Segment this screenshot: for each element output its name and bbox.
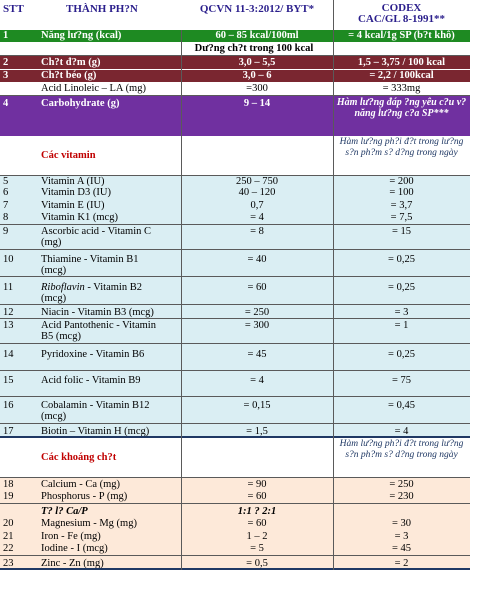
row-qcvn: 0,7 [250,200,264,211]
table-row [0,212,470,225]
row-name [38,319,181,343]
row-name-line1: Ascorbic acid - Vitamin C [41,226,151,237]
row-stt: 23 [3,558,14,568]
header-stt: STT [3,3,24,15]
row-codex: = 0,25 [388,349,415,360]
vitamins-section-title: Các vitamin [41,150,96,161]
row-qcvn: 40 – 120 [238,187,276,198]
row-name [38,277,181,304]
row-name: Acid Linoleic – LA (mg) [41,83,146,94]
row-name: Iron - Fe (mg) [41,531,101,542]
table-row [0,199,470,212]
row-qcvn: = 250 [244,307,270,318]
table-row [0,176,470,187]
row-stt: 19 [3,491,14,502]
row-codex: = 0,25 [388,254,415,265]
row-stt: 13 [3,320,14,331]
row-name: Ch?t béo (g) [41,70,97,81]
row-codex: = 30 [391,518,412,529]
vitamins-section-row [0,136,470,176]
row-stt: 14 [3,349,14,360]
row-name: Vitamin K1 (mcg) [41,212,118,223]
row-name: Pyridoxine - Vitamin B6 [41,349,145,360]
row-name: Zinc - Zn (mg) [41,558,104,568]
row-qcvn: = 45 [247,349,267,360]
row-codex: = 333mg [382,83,421,94]
header-name: THÀNH PH?N [66,3,138,15]
row-name: Vitamin D3 (IU) [41,187,111,198]
row-name-line2: (mg) [41,237,62,248]
table-row [0,504,470,518]
table-row [0,56,470,69]
row-name: Vitamin A (IU) [41,176,105,187]
row-qcvn: 3,0 – 5,5 [238,57,276,68]
header-codex-line2: CAC/GL 8-1991** [357,13,446,25]
row-stt: 1 [3,30,9,41]
row-name: Carbohydrate (g) [41,98,120,109]
row-codex: = 200 [389,176,414,187]
table-row [0,96,470,136]
row-qcvn: = 4 [250,212,264,223]
table-row [0,69,470,82]
table-row [0,30,470,42]
row-name [38,397,181,423]
row-qcvn: 250 – 750 [236,176,278,187]
row-codex [333,504,470,518]
row-qcvn: =300 [246,83,268,94]
row-stt: 15 [3,375,14,386]
row-qcvn: 3,0 – 6 [242,70,272,81]
subheader-row [0,42,470,56]
column-divider [181,30,182,570]
row-stt [0,504,38,518]
row-stt: 5 [3,176,9,187]
table-row [0,371,470,397]
table-row [0,344,470,371]
row-qcvn: = 60 [247,282,267,293]
row-name: Biotin – Vitamin H (mcg) [41,426,150,436]
table-row [0,530,470,543]
row-qcvn: = 40 [247,254,267,265]
row-stt: 17 [3,426,14,436]
row-name: Niacin - Vitamin B3 (mcg) [41,307,154,318]
row-codex: = 45 [391,543,412,554]
table-row [0,478,470,491]
row-codex: = 4 [394,426,409,436]
row-qcvn: = 5 [250,543,264,554]
row-codex: = 2 [394,558,409,568]
row-qcvn: = 0,15 [243,400,271,411]
table-row [0,319,470,344]
row-stt: 12 [3,307,14,318]
table-row [0,250,470,277]
row-name-line2: (mcg) [41,293,67,304]
row-stt: 22 [3,543,14,554]
row-codex: = 250 [389,479,414,490]
row-qcvn: 9 – 14 [243,98,271,109]
row-stt: 16 [3,400,14,411]
row-name-line1: Thiamine - Vitamin B1 [41,254,139,265]
row-stt: 4 [3,98,9,109]
header-codex [333,0,470,30]
table-row [0,187,470,199]
row-codex: = 100 [389,187,414,198]
row-name-rest: - Vitamin B2 [84,282,142,293]
row-stt: 6 [3,187,9,198]
header-codex-line1: CODEX [381,2,422,14]
row-name [38,250,181,276]
row-qcvn: 1 – 2 [246,531,268,542]
row-qcvn: = 90 [247,479,267,490]
row-codex: = 75 [391,375,412,386]
table-row [0,305,470,319]
row-qcvn: = 4 [250,375,264,386]
subheader-text: Dư?ng ch?t trong 100 kcal [194,43,314,54]
row-codex-note: Hàm lư?ng đáp ?ng yêu c?u v? năng lư?ng c?a SP*** [333,96,470,136]
header-qcvn: QCVN 11-3:2012/ BYT* [199,3,315,15]
row-stt: 10 [3,254,14,265]
row-codex: 1,5 – 3,75 / 100 kcal [357,57,446,68]
column-divider [333,0,334,570]
row-stt: 7 [3,200,9,211]
table-row [0,82,470,96]
row-name-line2: B5 (mcg) [41,331,81,342]
row-name: T? l? Ca/P [41,506,88,517]
row-name-line1: Acid Pantothenic - Vitamin [41,320,156,331]
row-stt: 8 [3,212,9,223]
row-qcvn: 60 – 85 kcal/100ml [215,30,299,41]
row-stt: 9 [3,226,9,237]
table-row [0,543,470,556]
minerals-note: Hàm lư?ng ph?i đ?t trong lư?ng s?n ph?m s? d?ng trong ngày [339,439,464,460]
row-codex: = 3 [394,307,409,318]
row-name-line1: Cobalamin - Vitamin B12 [41,400,150,411]
row-codex: = 1 [394,320,409,331]
row-stt: 2 [3,57,9,68]
row-name-italic: Riboflavin [41,282,85,293]
row-qcvn: = 60 [247,491,267,502]
row-name: Acid folic - Vitamin B9 [41,375,141,386]
row-codex: = 15 [391,226,412,237]
row-qcvn: = 60 [247,518,267,529]
row-name: Iodine - I (mcg) [41,543,108,554]
row-name [38,225,181,249]
row-name: Phosphorus - P (mg) [41,491,128,502]
table-row [0,277,470,305]
row-name-line2: (mcg) [41,411,67,422]
row-stt: 18 [3,479,14,490]
row-stt: 3 [3,70,9,81]
row-qcvn: = 1,5 [246,426,268,436]
row-qcvn: = 300 [244,320,270,331]
row-codex: = 230 [389,491,414,502]
row-name: Magnesium - Mg (mg) [41,518,137,529]
row-name: Vitamin E (IU) [41,200,105,211]
table-row [0,556,470,570]
row-codex: = 2,2 / 100kcal [369,70,434,81]
row-stt: 11 [3,282,14,293]
minerals-section-row [0,438,470,478]
row-codex: = 7,5 [390,212,413,223]
row-stt: 21 [3,531,14,542]
row-name-line2: (mcg) [41,265,67,276]
table-row [0,397,470,424]
table-row [0,518,470,530]
table-row [0,225,470,250]
row-qcvn: = 8 [250,226,264,237]
table-row [0,424,470,438]
table-header [0,0,470,30]
row-name: Calcium - Ca (mg) [41,479,121,490]
vitamins-note: Hàm lư?ng ph?i đ?t trong lư?ng s?n ph?m s? d?ng trong ngày [339,137,464,158]
minerals-section-title: Các khoáng ch?t [41,452,117,463]
row-codex: = 4 kcal/1g SP (b?t khô) [348,30,455,41]
row-qcvn: = 0,5 [246,558,268,568]
row-name: Năng lư?ng (kcal) [41,30,122,41]
row-codex: = 3 [394,531,409,542]
row-codex: = 3,7 [390,200,413,211]
row-stt: 20 [3,518,14,529]
row-codex: = 0,25 [388,282,415,293]
row-qcvn: 1:1 ? 2:1 [237,506,277,517]
row-stt [0,82,38,95]
row-name: Ch?t đ?m (g) [41,57,101,68]
row-codex: = 0,45 [388,400,415,411]
table-row [0,491,470,504]
